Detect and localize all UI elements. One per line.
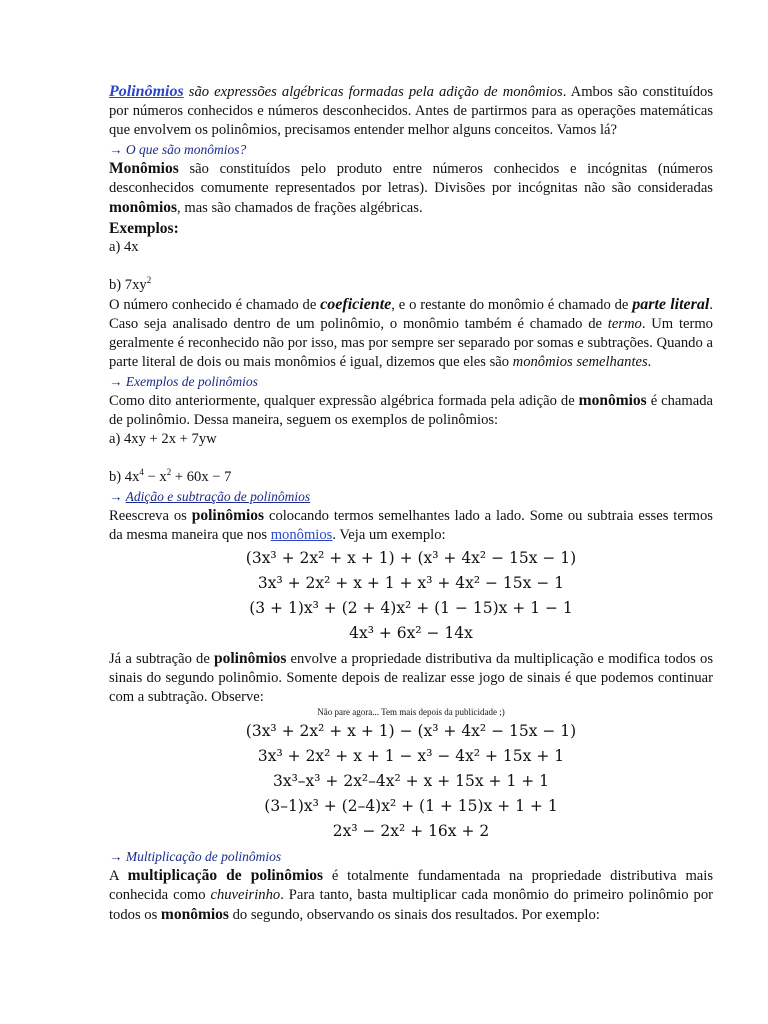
monomios-paragraph (109, 159, 713, 218)
termo-term: termo (607, 316, 642, 332)
addition-equation-4: 4x³ + 6x² − 14x (349, 624, 473, 642)
intro-text: . Ambos são constituídos por números conhecidos e números desconhecidos. Antes de partirmos para as operações matemáticas que envolvem os polinômios, precisamos entender melhor alguns conceitos. Vamos lá? (109, 84, 713, 138)
heading-exemplos-de-polinomios: → Exemplos de polinômios (109, 374, 258, 389)
addition-equations (109, 547, 713, 645)
sub-text-2: envolve a propriedade distributiva da multiplicação e modifica todos os sinais do segundo polinômio. Somente depois de realizar esse jogo de sinais é que podemos continuar com a subtração. Observe: (109, 651, 713, 705)
coeficiente-term: coeficiente (320, 296, 392, 313)
subtraction-equation-2: 3x³ + 2x² + x + 1 − x³ − 4x² + 15x + 1 (257, 747, 565, 765)
coeficiente-paragraph (109, 295, 713, 372)
bold-multiplicacao: multiplicação de polinômios (127, 867, 324, 884)
bold-monomios-2: monômios (109, 199, 178, 216)
multiplicacao-paragraph (109, 866, 713, 925)
poly-b-exp-1: 4 (139, 467, 144, 477)
polynomial-example-b (109, 468, 713, 487)
bold-monomios: Monômios (109, 160, 179, 177)
mult-text-2: é totalmente fundamentada na propriedade distributiva mais conhecida como (109, 868, 714, 903)
mult-text-3: . Para tanto, basta multiplicar cada monômio do primeiro polinômio por todos os (109, 887, 714, 923)
addition-equation-2: 3x³ + 2x² + x + 1 + x³ + 4x² − 15x − 1 (257, 574, 565, 592)
coef-text-3: . Caso seja analisado dentro de um polinômio, o monômio também é chamado de (109, 297, 713, 332)
arrow-glyph: → (109, 489, 126, 504)
exemplos-polinomios-paragraph (109, 391, 713, 430)
poly-b-part-3: + 60x − 7 (171, 469, 232, 485)
spacer (109, 449, 713, 468)
adicao-paragraph (109, 506, 713, 545)
spacer (109, 257, 713, 276)
poly-b-part-2: − x (143, 469, 167, 485)
example-a: a) 4x (109, 239, 139, 255)
subtraction-equation-5: 2x³ − 2x² + 16x + 2 (332, 822, 490, 840)
addition-equation-1: (3x³ + 2x² + x + 1) + (x³ + 4x² − 15x − 1) (245, 549, 577, 567)
monomios-text-2: , mas são chamados de frações algébricas. (177, 200, 423, 216)
heading-adicao-subtracao (109, 487, 713, 506)
heading-o-que-sao-monomios: → O que são monômios? (109, 142, 247, 157)
adicao-text-1: Reescreva os (109, 508, 192, 524)
intro-paragraph (109, 82, 713, 140)
mult-text-4: do segundo, observando os sinais dos resultados. Por exemplo: (228, 907, 600, 923)
example-b-base: b) 7xy (109, 277, 147, 293)
monomios-link[interactable]: monômios (270, 527, 333, 543)
coef-text-4: . Um termo geralmente é reconhecido não por isso, mas por sempre ser separado por somas e subtrações. Quando a parte literal de dois ou mais monômios é igual, dizemos que eles são (109, 316, 713, 370)
subtraction-equation-1: (3x³ + 2x² + x + 1) − (x³ + 4x² − 15x − 1) (245, 722, 577, 740)
poly-b-part-1: b) 4x (109, 469, 140, 485)
exemplos-text-2: é chamada de polinômio. Dessa maneira, seguem os exemplos de polinômios: (109, 393, 713, 428)
intro-definition: são expressões algébricas formadas pela adição de monômios (183, 84, 563, 100)
bold-polinomios-2: polinômios (214, 650, 287, 667)
mult-text-1: A (109, 868, 128, 884)
chuveirinho-term: chuveirinho (210, 887, 281, 903)
coef-text-2: , e o restante do monômio é chamado de (391, 297, 633, 313)
poly-b-exp-2: 2 (166, 467, 172, 477)
polynomial-example-a: a) 4xy + 2x + 7yw (109, 431, 217, 447)
heading-multiplicacao: → Multiplicação de polinômios (109, 849, 282, 864)
subtraction-equation-4: (3–1)x³ + (2–4)x² + (1 + 15)x + 1 + 1 (264, 797, 558, 815)
addition-equation-3: (3 + 1)x³ + (2 + 4)x² + (1 − 15)x + 1 − 1 (249, 599, 573, 617)
exemplos-text-1: Como dito anteriormente, qualquer expressão algébrica formada pela adição de (109, 393, 579, 409)
ad-notice: Não pare agora... Tem mais depois da publicidade ;) (317, 707, 505, 717)
example-b-exponent: 2 (146, 275, 152, 285)
adicao-text-3: . Veja um exemplo: (332, 527, 446, 543)
parte-literal-term: parte literal (632, 296, 710, 313)
adicao-text-2: colocando termos semelhantes lado a lado. Some ou subtraia esses termos da mesma maneira que nos (109, 508, 713, 543)
adicao-subtracao-link[interactable]: Adição e subtração de polinômios (125, 489, 311, 504)
polinomios-title-link[interactable]: Polinômios (109, 83, 184, 100)
examples-heading: Exemplos: (109, 220, 179, 237)
document-page (109, 82, 713, 925)
example-b (109, 276, 713, 295)
subtraction-equation-3: 3x³–x³ + 2x²–4x² + x + 15x + 1 + 1 (272, 772, 550, 790)
sub-text-1: Já a subtração de (109, 651, 214, 667)
bold-polinomios: polinômios (191, 507, 265, 524)
monomios-semelhantes-term: monômios semelhantes (512, 354, 648, 370)
coef-text-1: O número conhecido é chamado de (109, 297, 321, 313)
monomios-text-1: são constituídos pelo produto entre números conhecidos e incógnitas (números desconhecidos comumente representados por letras). Divisões por incógnitas não são consideradas (109, 161, 713, 196)
bold-monomios-4: monômios (160, 906, 229, 923)
bold-monomios-3: monômios (578, 392, 647, 409)
subtracao-paragraph (109, 649, 713, 707)
subtraction-equations (109, 720, 713, 843)
coef-text-5: . (647, 354, 652, 370)
